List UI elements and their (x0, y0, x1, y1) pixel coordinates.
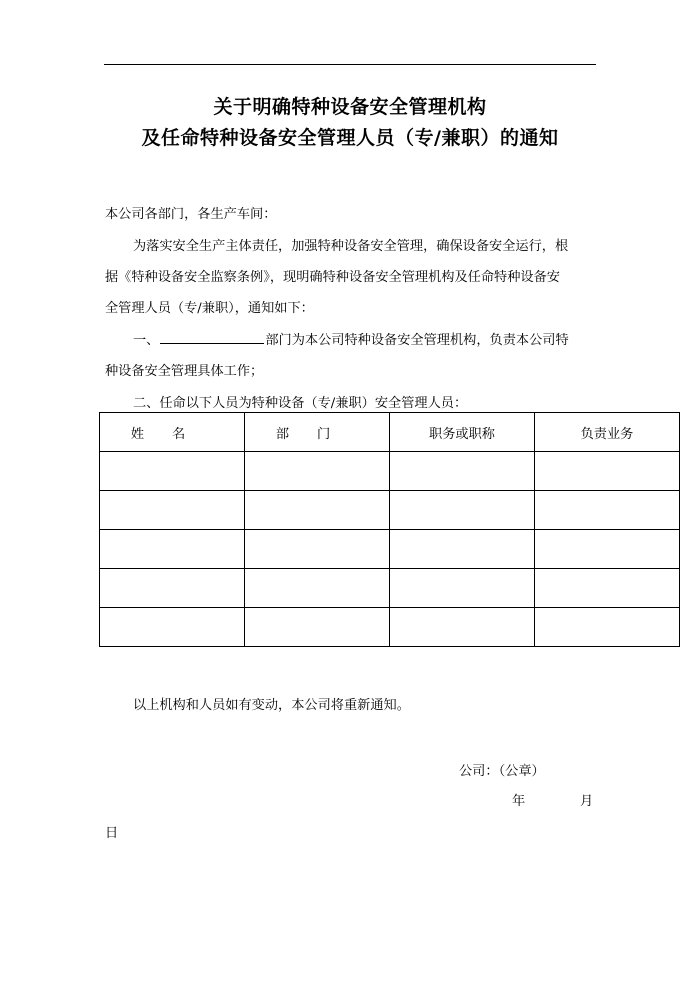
table-cell[interactable] (100, 452, 245, 491)
header-position: 职务或职称 (390, 413, 535, 452)
table-cell[interactable] (535, 569, 680, 608)
item1-line1 (133, 329, 569, 348)
table-header-row (100, 413, 680, 452)
table-cell[interactable] (245, 452, 390, 491)
table-cell[interactable] (245, 569, 390, 608)
header-rule (104, 64, 596, 65)
item1-text: 部门为本公司特种设备安全管理机构，负责本公司特 (265, 333, 569, 348)
table-cell[interactable] (245, 608, 390, 647)
intro-line3: 全管理人员（专/兼职），通知如下： (105, 301, 314, 316)
header-name: 姓名 (100, 413, 245, 452)
table-cell[interactable] (535, 491, 680, 530)
date-year: 年 (512, 794, 526, 809)
table-cell[interactable] (100, 491, 245, 530)
item1-prefix: 一、 (133, 333, 160, 348)
intro-line1: 为落实安全生产主体责任，加强特种设备安全管理，确保设备安全运行，根 (133, 239, 569, 254)
table-cell[interactable] (245, 530, 390, 569)
table-row (100, 491, 680, 530)
intro-line2: 据《特种设备安全监察条例》，现明确特种设备安全管理机构及任命特种设备安 (105, 270, 560, 285)
table-cell[interactable] (100, 530, 245, 569)
table-cell[interactable] (390, 569, 535, 608)
personnel-table (99, 412, 680, 647)
department-blank-field[interactable] (160, 331, 264, 344)
doc-title-line1: 关于明确特种设备安全管理机构 (213, 96, 487, 118)
table-cell[interactable] (390, 491, 535, 530)
table-row (100, 569, 680, 608)
company-seal-label: 公司：（公章） (459, 764, 545, 779)
table-cell[interactable] (100, 608, 245, 647)
table-row (100, 530, 680, 569)
header-duty: 负责业务 (535, 413, 680, 452)
table-cell[interactable] (390, 452, 535, 491)
salutation: 本公司各部门，各生产车间： (105, 207, 277, 222)
table-cell[interactable] (245, 491, 390, 530)
header-department: 部门 (245, 413, 390, 452)
table-cell[interactable] (390, 608, 535, 647)
table-cell[interactable] (535, 452, 680, 491)
table-row (100, 608, 680, 647)
table-cell[interactable] (535, 608, 680, 647)
item1-line2: 种设备安全管理具体工作； (105, 364, 264, 379)
table-cell[interactable] (535, 530, 680, 569)
table-row (100, 452, 680, 491)
date-day: 日 (105, 826, 119, 841)
closing-note: 以上机构和人员如有变动，本公司将重新通知。 (133, 698, 410, 713)
doc-title-line2: 及任命特种设备安全管理人员（专/兼职）的通知 (141, 127, 559, 149)
date-month: 月 (580, 794, 594, 809)
table-cell[interactable] (390, 530, 535, 569)
item2: 二、任命以下人员为特种设备（专/兼职）安全管理人员： (133, 396, 468, 411)
table-cell[interactable] (100, 569, 245, 608)
